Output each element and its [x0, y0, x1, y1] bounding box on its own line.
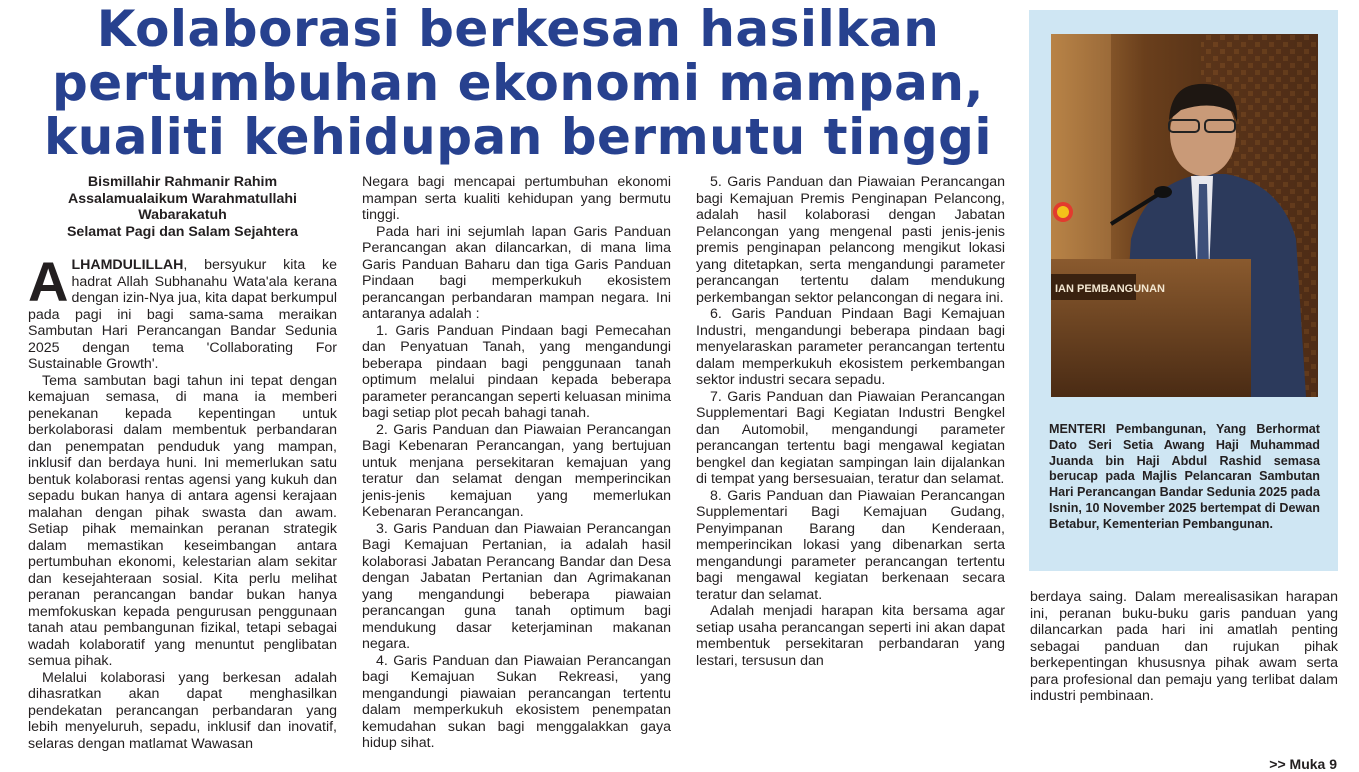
intro-lead-caps: LHAMDULILLAH	[71, 257, 184, 273]
list-item-8: 8. Garis Panduan dan Piawaian Perancangan Supplementari Bagi Kemajuan Gudang, Penyimpanan Barang dan Kenderaan, memperincikan lokasi yang dibenarkan serta mengandungi parameter perancangan tertentu bagi mengawal kegiatan berkenaan secara teratur dan selamat.	[696, 487, 1005, 603]
greeting-line-2: Assalamualaikum Warahmatullahi	[68, 190, 297, 207]
headline-line-1: Kolaborasi berkesan hasilkan	[96, 0, 940, 58]
list-item-4: 4. Garis Panduan dan Piawaian Perancangan bagi Kemajuan Sukan Rekreasi, yang mengandungi piawaian perancangan tertentu dalam memperkukuh ekosistem penempatan kemudahan sukan bagi menggalakkan gaya hidup sihat.	[362, 652, 671, 751]
continued-page-link[interactable]: >> Muka 9	[1269, 756, 1337, 772]
podium-label: IAN PEMBANGUNAN	[1055, 283, 1165, 295]
headline-line-2: pertumbuhan ekonomi mampan,	[51, 54, 984, 112]
headline	[18, 2, 1018, 164]
greeting-line-3: Wabarakatuh	[138, 207, 227, 223]
list-item-3: 3. Garis Panduan dan Piawaian Perancangan Bagi Kemajuan Pertanian, ia adalah hasil kolaborasi Jabatan Perancang Bandar dan Desa dengan Jabatan Pertanian dan Agrimakanan yang mengandungi beberapa piawaian perancangan guna tanah optimum bagi mendukung dasar keterjaminan makanan negara.	[362, 520, 671, 652]
body-paragraph: Pada hari ini sejumlah lapan Garis Panduan Perancangan akan dilancarkan, di mana lima Garis Panduan Baharu dan tiga Garis Panduan Pindaan bagi memperkukuh ekosistem perancangan perbandaran mampan negara. Ini antaranya adalah :	[362, 223, 671, 322]
article-column-4	[1030, 589, 1338, 705]
intro-text: , bersyukur kita ke hadrat Allah Subhanahu Wata'ala kerana dengan izin-Nya jua, kita dapat berkumpul pada pagi ini bagi sama-sama meraikan Sambutan Hari Perancangan Bandar Sedunia 2025 dengan tema 'Collaborating For Sustainable Growth'.	[28, 257, 337, 372]
body-paragraph: Negara bagi mencapai pertumbuhan ekonomi mampan serta kualiti kehidupan yang bermutu tinggi.	[362, 174, 671, 223]
article-column-3	[696, 174, 1005, 669]
greeting	[28, 174, 337, 240]
body-paragraph: berdaya saing. Dalam merealisasikan harapan ini, peranan buku-buku garis panduan yang dilancarkan pada hari ini amatlah penting sebagai panduan dan rujukan pihak berkepentingan khususnya pihak awam serta para profesional dan pemaju yang terlibat dalam industri pembinaan.	[1030, 589, 1338, 704]
drop-cap: A	[28, 250, 69, 313]
minister-photo	[1051, 34, 1318, 397]
list-item-1: 1. Garis Panduan Pindaan bagi Pemecahan dan Penyatuan Tanah, yang mengandungi beberapa pindaan bagi penggunaan tanah optimum melalui pindaan kepada beberapa parameter perancangan seperti keluasan minima bagi setiap plot pecah bahagi tanah.	[362, 322, 671, 421]
body-paragraph: Melalui kolaborasi yang berkesan adalah dihasratkan akan dapat menghasilkan pendekatan perancangan perbandaran yang lebih menyeluruh, sepadu, inklusif dan inovatif, selaras dengan matlamat Wawasan	[28, 669, 337, 752]
headline-line-3: kualiti kehidupan bermutu tinggi	[43, 108, 993, 166]
intro-paragraph	[28, 250, 337, 373]
list-item-2: 2. Garis Panduan dan Piawaian Perancangan Bagi Kebenaran Perancangan, yang bertujuan untuk menjana persekitaran kemajuan yang teratur dan selamat dengan memperincikan jenis-jenis kemajuan yang memerlukan Kebenaran Perancangan.	[362, 421, 671, 520]
list-item-5: 5. Garis Panduan dan Piawaian Perancangan bagi Kemajuan Premis Penginapan Pelancong, adalah hasil kolaborasi dengan Jabatan Pelancongan yang mengenal pasti jenis-jenis premis penginapan pelancong mengikut lokasi yang ditetapkan, serta mengandungi parameter perancangan tertentu dalam mendukung perkembangan sektor pelancongan di negara ini.	[696, 174, 1005, 306]
photo-illustration	[1051, 34, 1318, 397]
photo-caption: MENTERI Pembangunan, Yang Berhormat Dato Seri Setia Awang Haji Muhammad Juanda bin Haji Abdul Rashid semasa berucap pada Majlis Pelancaran Sambutan Hari Perancangan Bandar Sedunia 2025 pada Isnin, 10 November 2025 bertempat di Dewan Betabur, Kementerian Pembangunan.	[1049, 422, 1320, 531]
list-item-7: 7. Garis Panduan dan Piawaian Perancangan Supplementari Bagi Kegiatan Industri Bengkel dan Automobil, mengandungi parameter perancangan tertentu bagi mengawal kegiatan bengkel dan kegiatan sampingan lain dijalankan di tempat yang bersesuaian, teratur dan selamat.	[696, 388, 1005, 487]
article-column-2	[362, 174, 671, 752]
body-paragraph: Tema sambutan bagi tahun ini tepat dengan kemajuan semasa, di mana ia memberi penekanan kepada kepentingan untuk berkolaborasi dalam membentuk perbandaran dan penempatan penduduk yang mampan, inklusif dan berdaya huni. Ini memerlukan satu bentuk kolaborasi rentas agensi yang kukuh dan sepadu bukan hanya di antara agensi kerajaan malahan dengan pihak swasta dan awam. Setiap pihak memainkan peranan strategik dalam memastikan keseimbangan antara pertumbuhan ekonomi, kelestarian alam sekitar dan kesejahteraan sosial. Kita perlu melihat peranan perancangan bandar bukan hanya memfokuskan kepada pengurusan penggunaan tanah atau pembangunan fizikal, tetapi sebagai wadah kolaboratif yang menuntut penglibatan semua pihak.	[28, 372, 337, 669]
list-item-6: 6. Garis Panduan Pindaan Bagi Kemajuan Industri, mengandungi beberapa pindaan bagi menyelaraskan parameter perancangan tertentu dalam memperkukuh ekosistem perkembangan sektor industri secara sepadu.	[696, 306, 1005, 388]
body-paragraph: Adalah menjadi harapan kita bersama agar setiap usaha perancangan seperti ini akan dapat membentuk persekitaran perbandaran yang lestari, tersusun dan	[696, 603, 1005, 669]
photo-panel	[1029, 10, 1338, 571]
greeting-line-4: Selamat Pagi dan Salam Sejahtera	[66, 223, 299, 240]
article-column-1	[28, 174, 337, 752]
greeting-line-1: Bismillahir Rahmanir Rahim	[87, 174, 278, 190]
